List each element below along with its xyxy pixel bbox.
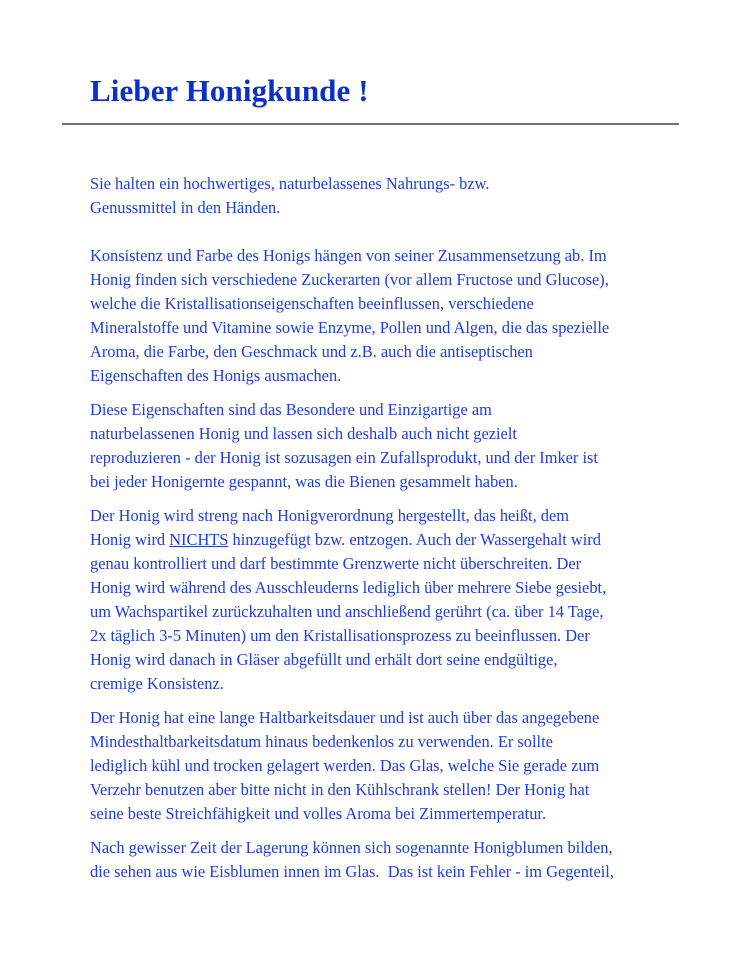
text-line: Sie halten ein hochwertiges, naturbelassenes Nahrungs- bzw. [90,174,490,193]
paragraph-intro [90,172,690,220]
text-line: Diese Eigenschaften sind das Besondere und Einzigartige am [90,400,492,419]
text-line: die sehen aus wie Eisblumen innen im Glas. Das ist kein Fehler - im Gegenteil, [90,862,614,881]
text-line: seine beste Streichfähigkeit und volles Aroma bei Zimmertemperatur. [90,804,547,823]
text-line: Genussmittel in den Händen. [90,198,281,217]
text-line: welche die Kristallisationseigenschaften beeinflussen, verschiedene [90,294,534,313]
document-title: Lieber Honigkunde ! [90,73,369,108]
document-body [90,172,690,884]
text-line: naturbelassenen Honig und lassen sich deshalb auch nicht gezielt [90,424,517,443]
text-line: um Wachspartikel zurückzuhalten und anschließend gerührt (ca. über 14 Tage, [90,602,604,621]
text-line: Der Honig wird streng nach Honigverordnung hergestellt, das heißt, dem [90,506,570,525]
title-divider [62,123,679,125]
paragraph-honey-flowers [90,836,690,884]
text-line: 2x täglich 3-5 Minuten) um den Kristallisationsprozess zu beeinflussen. Der [90,626,590,645]
text-line: Mindesthaltbarkeitsdatum hinaus bedenkenlos zu verwenden. Er sollte [90,732,553,751]
paragraph-production [90,504,690,696]
text-line: Aroma, die Farbe, den Geschmack und z.B. auch die antiseptischen [90,342,533,361]
text-line: Der Honig hat eine lange Haltbarkeitsdauer und ist auch über das angegebene [90,708,600,727]
text-line: Mineralstoffe und Vitamine sowie Enzyme, Pollen und Algen, die das spezielle [90,318,610,337]
text-line: bei jeder Honigernte gespannt, was die Bienen gesammelt haben. [90,472,518,491]
text-line: Konsistenz und Farbe des Honigs hängen von seiner Zusammensetzung ab. Im [90,246,607,265]
paragraph-composition [90,244,690,388]
text-line: Honig finden sich verschiedene Zuckerarten (vor allem Fructose und Glucose), [90,270,609,289]
paragraph-uniqueness [90,398,690,494]
text-line: genau kontrolliert und darf bestimmte Grenzwerte nicht überschreiten. Der [90,554,582,573]
text-line: Eigenschaften des Honigs ausmachen. [90,366,342,385]
text-line: Honig wird während des Ausschleuderns lediglich über mehrere Siebe gesiebt, [90,578,607,597]
underlined-emphasis: NICHTS [169,530,229,549]
text-line: cremige Konsistenz. [90,674,224,693]
text-segment: hinzugefügt bzw. entzogen. Auch der Wassergehalt wird [228,530,601,549]
text-segment: Honig wird [90,530,170,549]
text-line [90,528,690,552]
text-line: Nach gewisser Zeit der Lagerung können sich sogenannte Honigblumen bilden, [90,838,613,857]
text-line: lediglich kühl und trocken gelagert werden. Das Glas, welche Sie gerade zum [90,756,600,775]
text-line: reproduzieren - der Honig ist sozusagen ein Zufallsprodukt, und der Imker ist [90,448,598,467]
text-line: Verzehr benutzen aber bitte nicht in den Kühlschrank stellen! Der Honig hat [90,780,590,799]
text-line: Honig wird danach in Gläser abgefüllt und erhält dort seine endgültige, [90,650,558,669]
paragraph-storage [90,706,690,826]
